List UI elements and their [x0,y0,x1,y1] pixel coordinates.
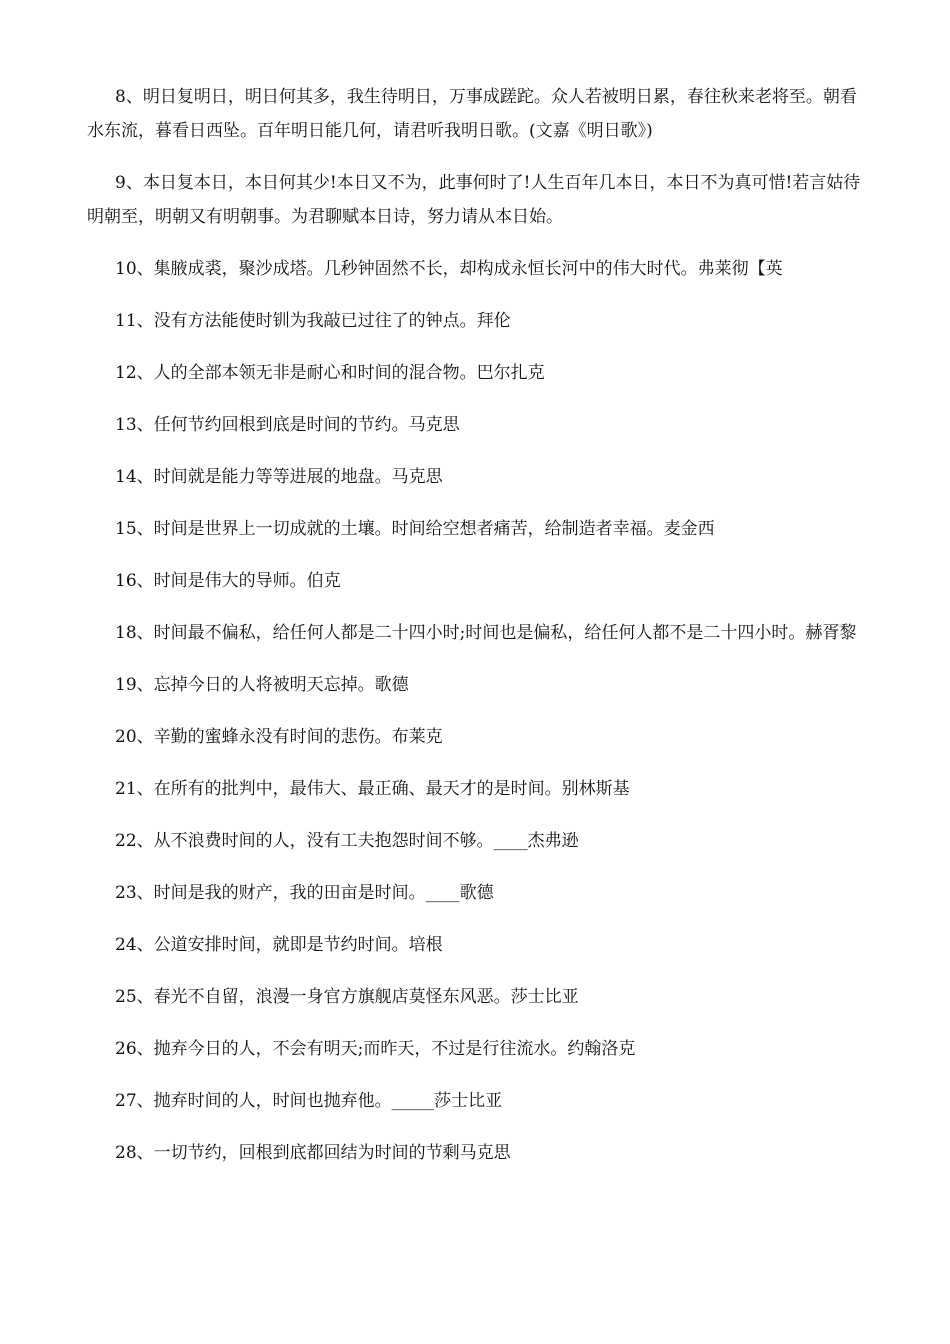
quote-item: 21、在所有的批判中，最伟大、最正确、最天才的是时间。别林斯基 [115,779,630,799]
quote-list [87,80,867,1188]
quote-item: 27、抛弃时间的人，时间也抛弃他。_____莎士比亚 [115,1091,503,1111]
quote-item: 23、时间是我的财产，我的田亩是时间。____歌德 [115,883,494,903]
quote-item: 16、时间是伟大的导师。伯克 [115,571,341,591]
quote-item: 22、从不浪费时间的人，没有工夫抱怨时间不够。____杰弗逊 [115,831,579,851]
quote-item: 15、时间是世界上一切成就的土壤。时间给空想者痛苦，给制造者幸福。麦金西 [115,519,715,539]
quote-item: 9、本日复本日，本日何其少!本日又不为，此事何时了!人生百年几本日，本日不为真可惜!若言姑待明朝至，明朝又有明朝事。为君聊赋本日诗，努力请从本日始。 [87,173,861,227]
quote-item: 18、时间最不偏私，给任何人都是二十四小时;时间也是偏私，给任何人都不是二十四小时。赫胥黎 [115,623,857,643]
quote-item: 20、辛勤的蜜蜂永没有时间的悲伤。布莱克 [115,727,443,747]
quote-item: 8、明日复明日，明日何其多，我生待明日，万事成蹉跎。众人若被明日累，春往秋来老将至。朝看水东流，暮看日西坠。百年明日能几何，请君听我明日歌。(文嘉《明日歌》) [87,87,857,141]
quote-item: 26、抛弃今日的人，不会有明天;而昨天，不过是行往流水。约翰洛克 [115,1039,636,1059]
quote-item: 28、一切节约，回根到底都回结为时间的节剩马克思 [115,1143,511,1163]
quote-item: 19、忘掉今日的人将被明天忘掉。歌德 [115,675,409,695]
quote-item: 11、没有方法能使时钏为我敲已过往了的钟点。拜伦 [115,311,511,331]
quote-item: 12、人的全部本领无非是耐心和时间的混合物。巴尔扎克 [115,363,545,383]
quote-item: 24、公道安排时间，就即是节约时间。培根 [115,935,443,955]
quote-item: 14、时间就是能力等等进展的地盘。马克思 [115,467,443,487]
quote-item: 25、春光不自留，浪漫一身官方旗舰店莫怪东风恶。莎士比亚 [115,987,579,1007]
quote-item: 13、任何节约回根到底是时间的节约。马克思 [115,415,460,435]
quote-item: 10、集腋成裘，聚沙成塔。几秒钟固然不长，却构成永恒长河中的伟大时代。弗莱彻【英 [115,259,783,279]
